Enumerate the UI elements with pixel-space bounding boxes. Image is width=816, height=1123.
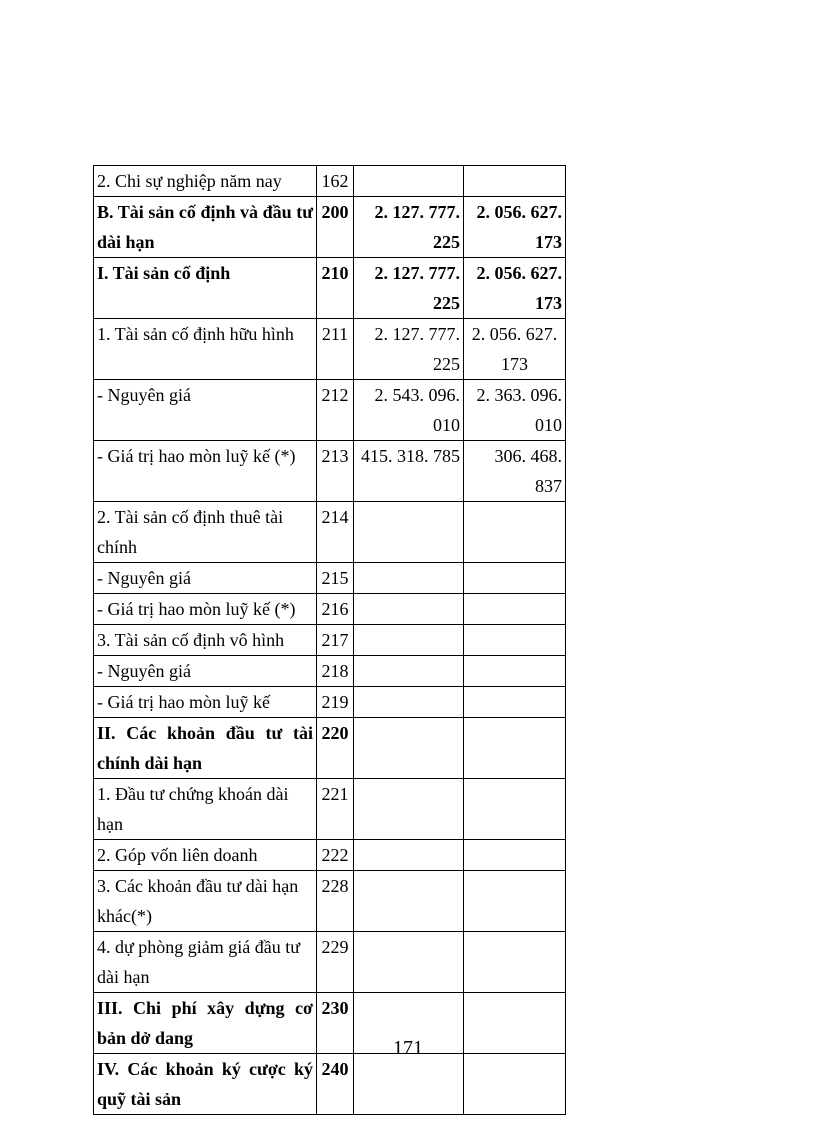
row-code: 216 [317, 594, 354, 625]
row-previous-value: 2. 056. 627. 173 [464, 258, 566, 319]
row-code: 212 [317, 380, 354, 441]
row-code: 215 [317, 563, 354, 594]
table-row [94, 687, 566, 718]
row-label: 1. Tài sản cố định hữu hình [94, 319, 317, 380]
row-label: - Nguyên giá [94, 656, 317, 687]
row-label: II. Các khoản đầu tư tài chính dài hạn [94, 718, 317, 779]
row-label: - Nguyên giá [94, 380, 317, 441]
row-label: - Nguyên giá [94, 563, 317, 594]
row-label: 4. dự phòng giảm giá đầu tư dài hạn [94, 932, 317, 993]
row-previous-value: 306. 468. 837 [464, 441, 566, 502]
row-code: 220 [317, 718, 354, 779]
table-row [94, 258, 566, 319]
row-previous-value [464, 594, 566, 625]
row-code: 162 [317, 166, 354, 197]
row-code: 228 [317, 871, 354, 932]
row-code: 219 [317, 687, 354, 718]
row-current-value [354, 687, 464, 718]
table-row [94, 319, 566, 380]
row-current-value [354, 625, 464, 656]
row-previous-value: 2. 056. 627. 173 [464, 319, 566, 380]
row-previous-value [464, 656, 566, 687]
row-previous-value [464, 840, 566, 871]
row-previous-value [464, 563, 566, 594]
row-label: 2. Chi sự nghiệp năm nay [94, 166, 317, 197]
row-label: IV. Các khoản ký cược ký quỹ tài sản [94, 1054, 317, 1115]
table-row [94, 840, 566, 871]
row-current-value: 2. 543. 096. 010 [354, 380, 464, 441]
page-number: 171 [393, 1037, 423, 1059]
row-label: 3. Tài sản cố định vô hình [94, 625, 317, 656]
row-previous-value [464, 932, 566, 993]
row-previous-value [464, 625, 566, 656]
row-current-value [354, 1054, 464, 1115]
row-code: 230 [317, 993, 354, 1054]
row-current-value: 2. 127. 777. 225 [354, 197, 464, 258]
table-row [94, 625, 566, 656]
row-previous-value: 2. 056. 627. 173 [464, 197, 566, 258]
row-label: 2. Góp vốn liên doanh [94, 840, 317, 871]
row-code: 240 [317, 1054, 354, 1115]
row-code: 218 [317, 656, 354, 687]
table-row [94, 871, 566, 932]
row-previous-value [464, 502, 566, 563]
row-current-value [354, 871, 464, 932]
row-code: 222 [317, 840, 354, 871]
row-previous-value [464, 166, 566, 197]
row-code: 200 [317, 197, 354, 258]
row-current-value [354, 502, 464, 563]
row-previous-value [464, 871, 566, 932]
row-current-value [354, 656, 464, 687]
row-current-value [354, 718, 464, 779]
row-current-value [354, 594, 464, 625]
row-code: 211 [317, 319, 354, 380]
table-row [94, 932, 566, 993]
table-row [94, 1054, 566, 1115]
row-current-value: 2. 127. 777. 225 [354, 319, 464, 380]
row-label: - Giá trị hao mòn luỹ kế (*) [94, 594, 317, 625]
row-current-value [354, 779, 464, 840]
row-code: 210 [317, 258, 354, 319]
table-row [94, 656, 566, 687]
table-row [94, 718, 566, 779]
row-current-value [354, 166, 464, 197]
row-current-value [354, 563, 464, 594]
row-previous-value [464, 779, 566, 840]
row-code: 214 [317, 502, 354, 563]
table-row [94, 197, 566, 258]
row-previous-value [464, 1054, 566, 1115]
table-row [94, 380, 566, 441]
table-row [94, 502, 566, 563]
row-label: 1. Đầu tư chứng khoán dài hạn [94, 779, 317, 840]
table-row [94, 563, 566, 594]
row-code: 229 [317, 932, 354, 993]
row-current-value: 2. 127. 777. 225 [354, 258, 464, 319]
row-label: 2. Tài sản cố định thuê tài chính [94, 502, 317, 563]
table-row [94, 441, 566, 502]
row-previous-value: 2. 363. 096. 010 [464, 380, 566, 441]
balance-sheet-table [93, 165, 566, 1115]
row-label: III. Chi phí xây dựng cơ bản dở dang [94, 993, 317, 1054]
table-row [94, 594, 566, 625]
row-current-value [354, 840, 464, 871]
row-current-value: 415. 318. 785 [354, 441, 464, 502]
row-code: 217 [317, 625, 354, 656]
table-row [94, 166, 566, 197]
row-code: 221 [317, 779, 354, 840]
row-label: I. Tài sản cố định [94, 258, 317, 319]
table-row [94, 779, 566, 840]
row-previous-value [464, 687, 566, 718]
row-label: B. Tài sản cố định và đầu tư dài hạn [94, 197, 317, 258]
row-label: - Giá trị hao mòn luỹ kế (*) [94, 441, 317, 502]
row-label: - Giá trị hao mòn luỹ kế [94, 687, 317, 718]
row-label: 3. Các khoản đầu tư dài hạn khác(*) [94, 871, 317, 932]
row-previous-value [464, 718, 566, 779]
row-code: 213 [317, 441, 354, 502]
row-current-value [354, 932, 464, 993]
